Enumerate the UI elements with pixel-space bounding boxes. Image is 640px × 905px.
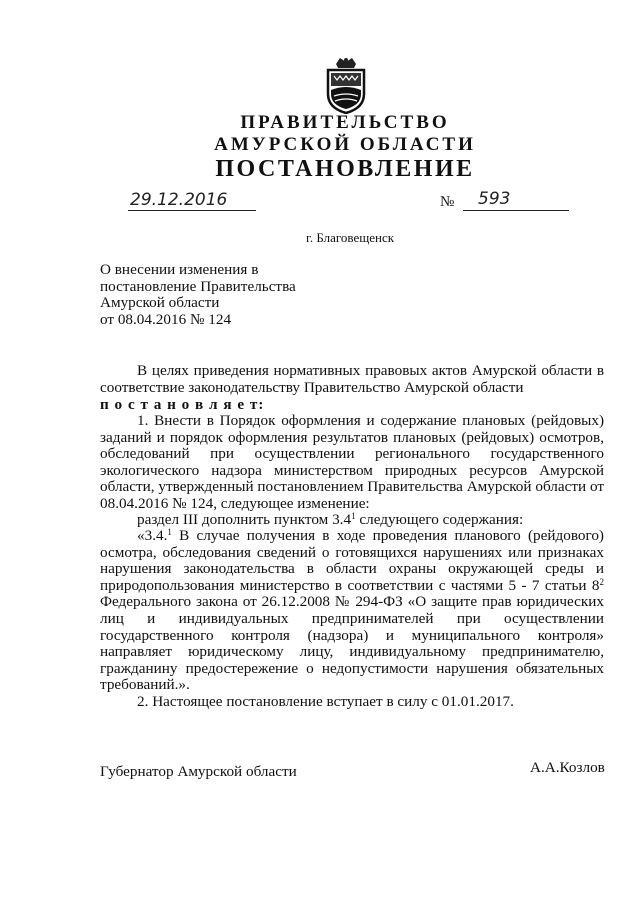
subject-line: О внесении изменения в: [100, 261, 259, 278]
subject-line: Амурской области: [100, 294, 220, 312]
section-addition-text: раздел III дополнить пунктом 3.4: [137, 511, 352, 528]
quote-number: «3.4.: [137, 527, 168, 544]
document-type-title: ПОСТАНОВЛЕНИЕ: [215, 156, 475, 182]
quote-text: В случае получения в ходе проведения планового (рейдового) осмотра, обследования сведений о готовящихся нарушениях или признаках нарушения законодательства в области охраны окружающей среды и природопользования министерство в соответствии с частями 5 - 7 статьи 8: [100, 527, 604, 594]
subject-block: [100, 262, 296, 328]
number-label: №: [440, 194, 455, 210]
subject-line: от 08.04.2016 № 124: [100, 310, 232, 328]
coat-of-arms-emblem: [324, 56, 368, 114]
section-addition-superscript: 1: [351, 511, 356, 521]
signatory-name: А.А.Козлов: [530, 759, 605, 776]
government-title: ПРАВИТЕЛЬСТВО: [240, 112, 450, 133]
region-title: АМУРСКОЙ ОБЛАСТИ: [214, 134, 476, 155]
subject-line: постановление Правительства: [100, 277, 296, 295]
item-1-paragraph: 1. Внести в Порядок оформления и содержание плановых (рейдовых) заданий и порядок оформления результатов плановых (рейдовых) осмотров, обследований при осуществлении регионального государственного экологического надзора министерством природных ресурсов Амурской области, утвержденный постановлением Правительства Амурской области от 08.04.2016 № 124, следующее изменение:: [100, 412, 604, 512]
item-2-paragraph: 2. Настоящее постановление вступает в силу с 01.01.2017.: [137, 693, 514, 710]
intro-paragraph: В целях приведения нормативных правовых актов Амурской области в соответствие законодательству Правительство Амурской области: [100, 362, 604, 396]
decree-word: п о с т а н о в л я е т:: [100, 396, 265, 413]
document-number: 593: [478, 189, 511, 209]
city-name: г. Благовещенск: [305, 230, 395, 245]
section-addition-tail: следующего содержания:: [355, 511, 524, 528]
article-superscript: 2: [599, 576, 604, 587]
quote-text-end: Федерального закона от 26.12.2008 № 294-ФЗ «О защите прав юридических лиц и индивидуальных предпринимателей при осуществлении государственного контроля (надзора) и муниципального контроля» направляет юридическому лицу, индивидуальному предпринимателю, гражданину предостережение о недопустимости нарушения обязательных требований.».: [100, 593, 604, 694]
quote-number-superscript: 1: [167, 527, 172, 537]
signatory-position: Губернатор Амурской области: [100, 763, 297, 780]
quoted-paragraph: [100, 528, 604, 694]
document-date: 29.12.2016: [130, 190, 228, 210]
